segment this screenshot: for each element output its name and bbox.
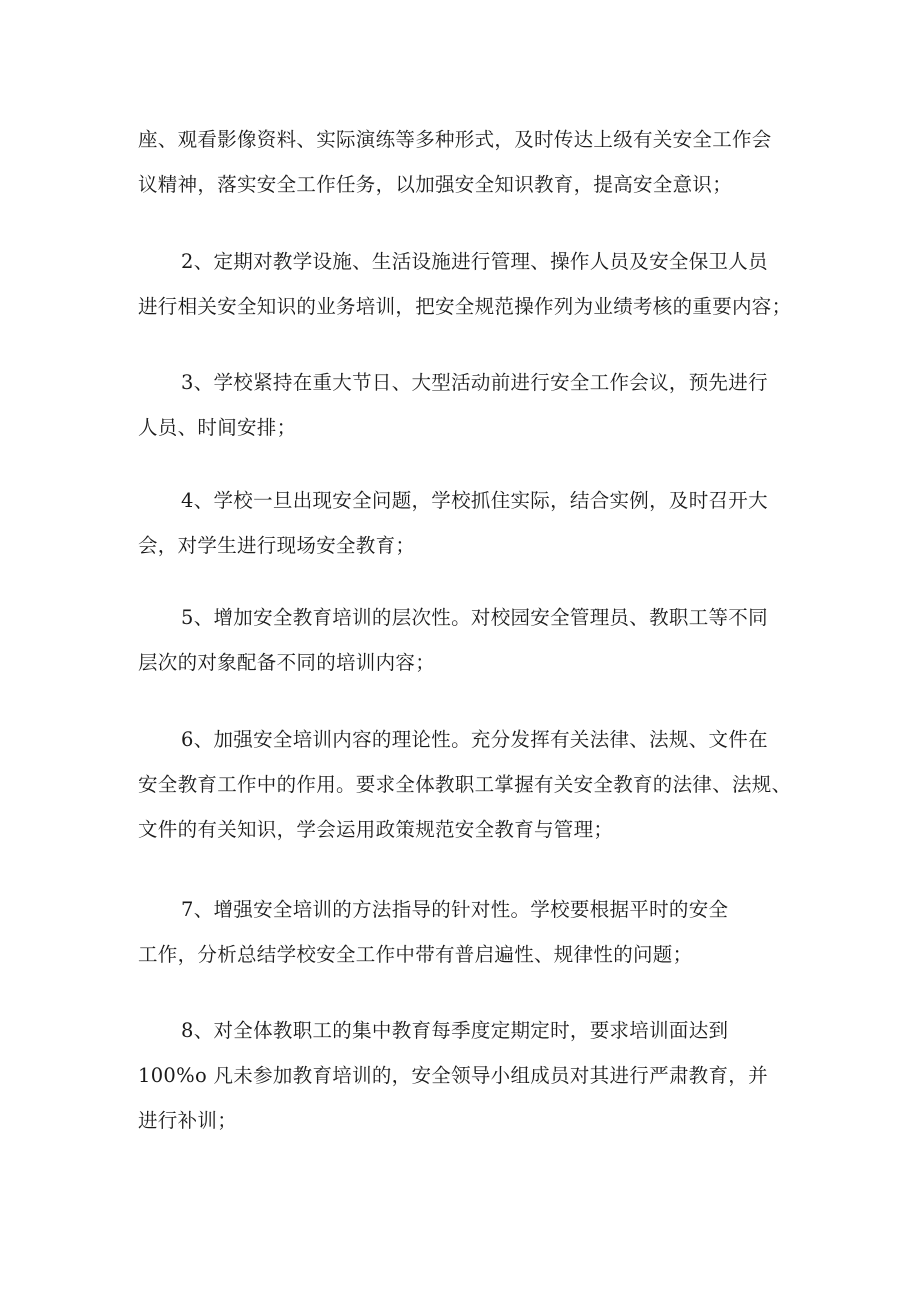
paragraph-line: 7、增强安全培训的方法指导的针对性。学校要根据平时的安全 — [181, 898, 729, 921]
paragraph-item-2 — [138, 239, 798, 329]
paragraph-line: 100%o 凡未参加教育培训的，安全领导小组成员对其进行严肃教育，并 — [138, 1064, 768, 1087]
paragraph-item-3 — [138, 360, 798, 450]
paragraph-item-4 — [138, 478, 798, 568]
paragraph-line: 会，对学生进行现场安全教育； — [138, 534, 416, 557]
paragraph-line: 3、学校紧持在重大节日、大型活动前进行安全工作会议，预先进行 — [181, 371, 768, 394]
paragraph-line: 安全教育工作中的作用。要求全体教职工掌握有关安全教育的法律、法规、 — [138, 773, 792, 796]
paragraph-line: 进行相关安全知识的业务培训，把安全规范操作列为业绩考核的重要内容； — [138, 295, 792, 318]
paragraph-line: 4、学校一旦出现安全问题，学校抓住实际，结合实例，及时召开大 — [181, 489, 768, 512]
paragraph-item-5 — [138, 595, 798, 685]
paragraph-line: 人员、时间安排； — [138, 416, 297, 439]
paragraph-line: 8、对全体教职工的集中教育每季度定期定时，要求培训面达到 — [181, 1019, 729, 1042]
paragraph-line: 2、定期对教学设施、生活设施进行管理、操作人员及安全保卫人员 — [181, 250, 768, 273]
paragraph-1-continuation — [138, 117, 798, 207]
paragraph-line: 议精神，落实安全工作任务，以加强安全知识教育，提高安全意识； — [138, 173, 733, 196]
paragraph-item-7 — [138, 887, 798, 977]
paragraph-line: 座、观看影像资料、实际演练等多种形式，及时传达上级有关安全工作会 — [138, 128, 772, 151]
paragraph-item-6 — [138, 717, 798, 852]
paragraph-line: 层次的对象配备不同的培训内容； — [138, 651, 436, 674]
paragraph-line: 5、增加安全教育培训的层次性。对校园安全管理员、教职工等不同 — [181, 606, 768, 629]
paragraph-line: 工作，分析总结学校安全工作中带有普启遍性、规律性的问题； — [138, 943, 693, 966]
paragraph-line: 6、加强安全培训内容的理论性。充分发挥有关法律、法规、文件在 — [181, 728, 768, 751]
paragraph-line: 文件的有关知识，学会运用政策规范安全教育与管理； — [138, 818, 614, 841]
paragraph-line: 进行补训； — [138, 1109, 238, 1132]
paragraph-item-8 — [138, 1008, 798, 1143]
